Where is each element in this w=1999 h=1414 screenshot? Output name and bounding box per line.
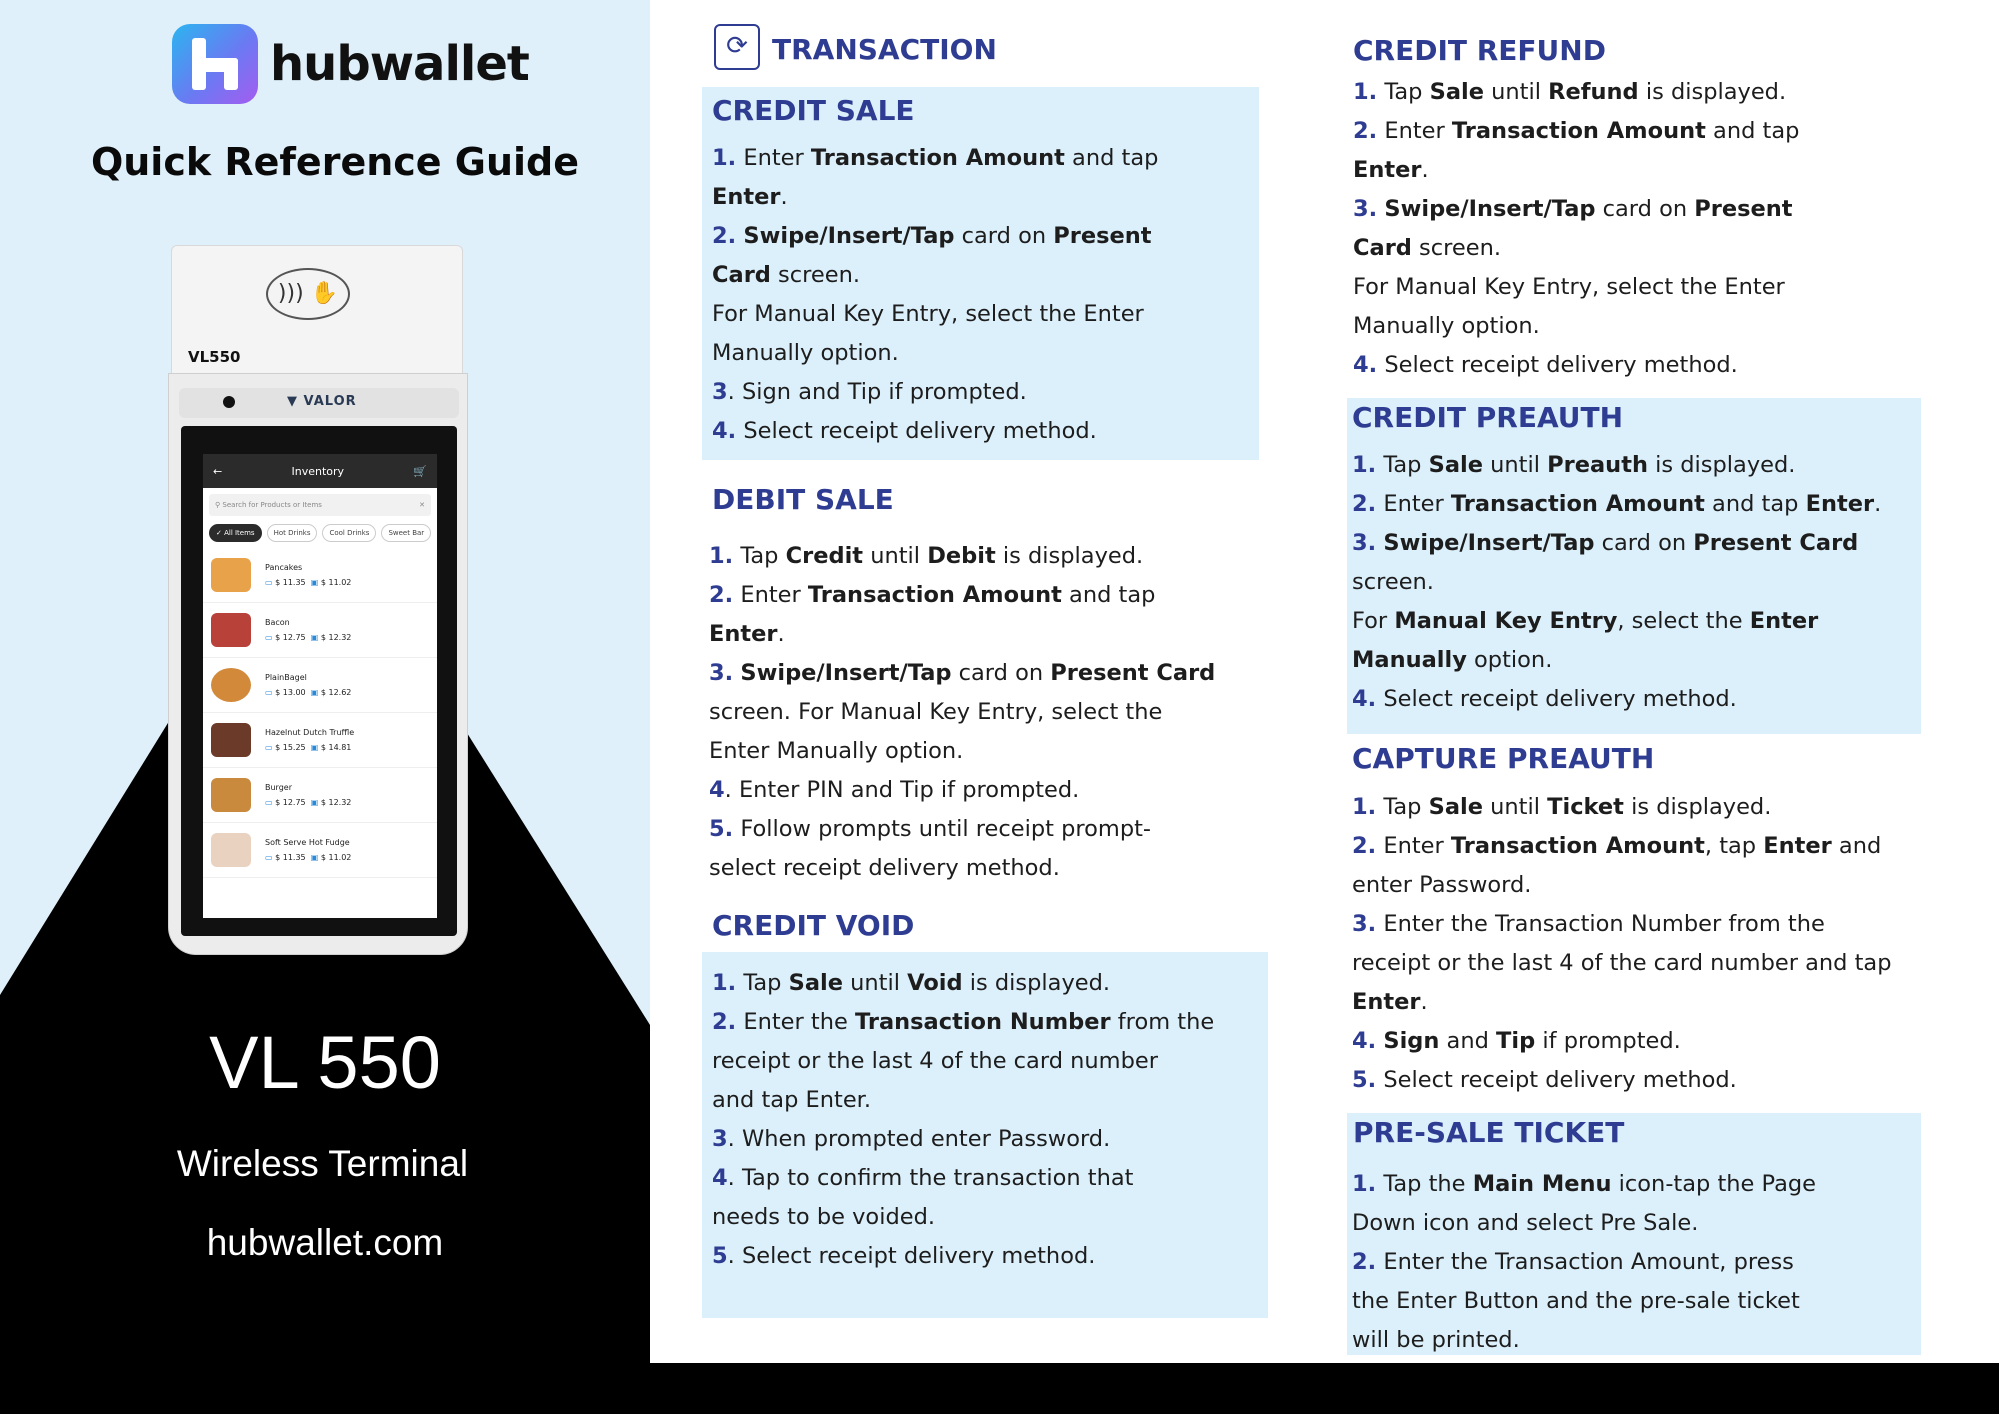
chip-all-items: ✓ All Items xyxy=(209,524,262,542)
app-header xyxy=(203,454,437,488)
debit-sale-title: DEBIT SALE xyxy=(712,483,894,516)
item-name: Bacon xyxy=(265,618,290,627)
inventory-item: Pancakes ▭ $ 11.35 ▣ $ 11.02 xyxy=(203,548,437,603)
step-line: Manually option. xyxy=(712,340,899,366)
truffle-drink-image xyxy=(211,723,251,757)
bottom-bar xyxy=(650,1363,1999,1414)
transaction-heading: TRANSACTION xyxy=(772,33,997,66)
credit-void-steps xyxy=(712,964,1214,1276)
step-line: 4. Select receipt delivery method. xyxy=(1353,352,1738,378)
step-line: select receipt delivery method. xyxy=(709,855,1060,881)
step-line: needs to be voided. xyxy=(712,1204,936,1230)
capture-preauth-steps xyxy=(1352,788,1891,1100)
credit-refund-steps xyxy=(1353,73,1799,385)
step-line: Enter. xyxy=(709,621,785,647)
burger-image xyxy=(211,778,251,812)
bagel-image xyxy=(211,668,251,702)
step-line: 5. Select receipt delivery method. xyxy=(712,1243,1096,1269)
step-line: 1. Enter Transaction Amount and tap xyxy=(712,145,1159,171)
chip-cool-drinks: Cool Drinks xyxy=(322,524,376,542)
step-line: For Manual Key Entry, select the Enter xyxy=(1352,608,1819,634)
credit-sale-title: CREDIT SALE xyxy=(712,94,915,127)
step-line: Down icon and select Pre Sale. xyxy=(1352,1210,1699,1236)
step-line: screen. For Manual Key Entry, select the xyxy=(709,699,1163,725)
step-line: Enter. xyxy=(1353,157,1429,183)
step-line: 3. When prompted enter Password. xyxy=(712,1126,1111,1152)
inventory-app xyxy=(203,454,437,918)
credit-preauth-title: CREDIT PREAUTH xyxy=(1352,401,1624,434)
close-icon: ✕ xyxy=(419,501,425,509)
item-name: Soft Serve Hot Fudge xyxy=(265,838,350,847)
step-line: For Manual Key Entry, select the Enter xyxy=(1353,274,1785,300)
step-line: screen. xyxy=(1352,569,1434,595)
step-line: 2. Enter Transaction Amount, tap Enter and xyxy=(1352,833,1882,859)
step-line: For Manual Key Entry, select the Enter xyxy=(712,301,1144,327)
website: hubwallet.com xyxy=(206,1222,444,1263)
credit-sale-steps xyxy=(712,139,1158,451)
model-name: VL 550 xyxy=(209,1021,441,1104)
chip-sweet-bar: Sweet Bar xyxy=(381,524,431,542)
step-line: 3. Swipe/Insert/Tap card on Present Card xyxy=(1352,530,1859,556)
step-line: 2. Swipe/Insert/Tap card on Present xyxy=(712,223,1152,249)
step-line: receipt or the last 4 of the card number xyxy=(712,1048,1158,1074)
step-line: receipt or the last 4 of the card number and tap xyxy=(1352,950,1892,976)
inventory-item: Hazelnut Dutch Truffle ▭ $ 15.25 ▣ $ 14.81 xyxy=(203,713,437,768)
inventory-item: Burger ▭ $ 12.75 ▣ $ 12.32 xyxy=(203,768,437,823)
device-screen xyxy=(181,426,457,936)
tagline: Wireless Terminal xyxy=(176,1143,469,1184)
step-line: 1. Tap Sale until Void is displayed. xyxy=(712,970,1111,996)
refresh-icon: ⟳ xyxy=(714,24,760,70)
contactless-icon: ))) ✋ xyxy=(266,268,350,320)
step-line: Manually option. xyxy=(1352,647,1553,673)
step-line: 1. Tap the Main Menu icon-tap the Page xyxy=(1352,1171,1817,1197)
item-name: Pancakes xyxy=(265,563,303,572)
step-line: 1. Tap Sale until Refund is displayed. xyxy=(1353,79,1787,105)
inventory-item: PlainBagel ▭ $ 13.00 ▣ $ 12.62 xyxy=(203,658,437,713)
step-line: 3. Swipe/Insert/Tap card on Present Card xyxy=(709,660,1216,686)
inventory-item: Soft Serve Hot Fudge ▭ $ 11.35 ▣ $ 11.02 xyxy=(203,823,437,878)
pre-sale-ticket-steps xyxy=(1352,1165,1816,1360)
chip-hot-drinks: Hot Drinks xyxy=(267,524,318,542)
sundae-image xyxy=(211,833,251,867)
item-name: Burger xyxy=(265,783,292,792)
camera-icon xyxy=(223,396,235,408)
step-line: 1. Tap Sale until Ticket is displayed. xyxy=(1352,794,1772,820)
search-icon: ⚲ xyxy=(215,501,221,509)
pancakes-image xyxy=(211,558,251,592)
device-model-label: VL550 xyxy=(188,348,241,366)
step-line: Card screen. xyxy=(712,262,861,288)
guide-subtitle: Quick Reference Guide xyxy=(90,140,580,184)
back-arrow-icon: ← xyxy=(213,464,223,478)
terminal-device-image xyxy=(168,245,468,955)
device-body xyxy=(168,373,468,955)
step-line: Enter. xyxy=(712,184,788,210)
step-line: 3. Swipe/Insert/Tap card on Present xyxy=(1353,196,1793,222)
debit-sale-steps xyxy=(709,537,1215,888)
valor-logo: ▼ VALOR xyxy=(287,394,357,409)
logo-text: hubwallet xyxy=(270,36,529,92)
credit-preauth-steps xyxy=(1352,446,1881,719)
item-name: Hazelnut Dutch Truffle xyxy=(265,728,355,737)
step-line: 2. Enter Transaction Amount and tap xyxy=(709,582,1156,608)
step-line: 2. Enter the Transaction Amount, press xyxy=(1352,1249,1794,1275)
category-chips xyxy=(203,522,437,548)
step-line: 5. Follow prompts until receipt prompt- xyxy=(709,816,1152,842)
capture-preauth-title: CAPTURE PREAUTH xyxy=(1352,742,1655,775)
step-line: 2. Enter the Transaction Number from the xyxy=(712,1009,1215,1035)
step-line: 5. Select receipt delivery method. xyxy=(1352,1067,1737,1093)
step-line: 4. Sign and Tip if prompted. xyxy=(1352,1028,1681,1054)
step-line: the Enter Button and the pre-sale ticket xyxy=(1352,1288,1800,1314)
hubwallet-logo xyxy=(172,24,529,104)
step-line: 4. Select receipt delivery method. xyxy=(1352,686,1737,712)
step-line: Manually option. xyxy=(1353,313,1540,339)
step-line: 2. Enter Transaction Amount and tap xyxy=(1353,118,1800,144)
hubwallet-logo-icon xyxy=(172,24,258,104)
app-search-bar xyxy=(209,494,431,516)
pre-sale-ticket-title: PRE-SALE TICKET xyxy=(1353,1116,1625,1149)
step-line: 3. Enter the Transaction Number from the xyxy=(1352,911,1825,937)
cart-icon: 🛒 xyxy=(413,464,427,478)
step-line: enter Password. xyxy=(1352,872,1532,898)
step-line: 3. Sign and Tip if prompted. xyxy=(712,379,1027,405)
inventory-item: Bacon ▭ $ 12.75 ▣ $ 12.32 xyxy=(203,603,437,658)
step-line: will be printed. xyxy=(1352,1327,1520,1353)
step-line: 4. Tap to confirm the transaction that xyxy=(712,1165,1134,1191)
step-line: 4. Select receipt delivery method. xyxy=(712,418,1097,444)
credit-void-title: CREDIT VOID xyxy=(712,909,915,942)
search-placeholder: Search for Products or Items xyxy=(222,501,322,509)
cover-panel xyxy=(0,0,650,1414)
step-line: 1. Tap Sale until Preauth is displayed. xyxy=(1352,452,1796,478)
step-line: 1. Tap Credit until Debit is displayed. xyxy=(709,543,1144,569)
step-line: Enter. xyxy=(1352,989,1428,1015)
app-title: Inventory xyxy=(291,464,345,478)
item-name: PlainBagel xyxy=(265,673,307,682)
step-line: Card screen. xyxy=(1353,235,1502,261)
printer-head xyxy=(171,245,463,375)
step-line: Enter Manually option. xyxy=(709,738,964,764)
step-line: 2. Enter Transaction Amount and tap Enter. xyxy=(1352,491,1882,517)
step-line: and tap Enter. xyxy=(712,1087,872,1113)
step-line: 4. Enter PIN and Tip if prompted. xyxy=(709,777,1080,803)
bacon-image xyxy=(211,613,251,647)
credit-refund-title: CREDIT REFUND xyxy=(1353,34,1606,67)
